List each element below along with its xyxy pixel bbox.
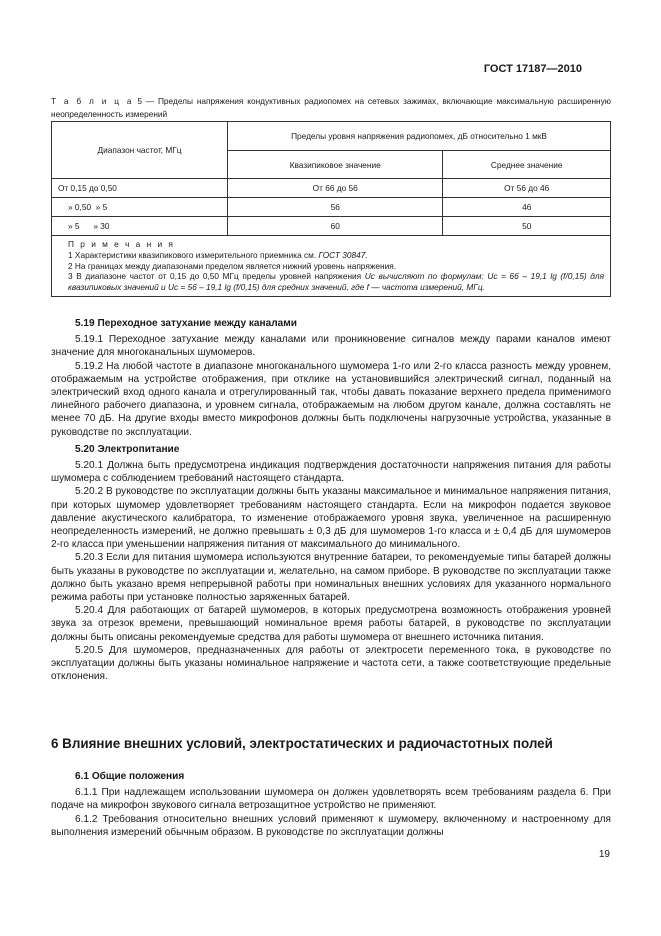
note-1-ref: ГОСТ 30847 xyxy=(318,249,366,260)
paragraph: 6.1.1 При надлежащем использовании шумомера он должен удовлетворять всем требованиям раздела 6. При подаче на микрофон звукового сигнала ветрозащитное устройство не применяют. xyxy=(51,787,611,812)
table-caption-label: Т а б л и ц а xyxy=(51,96,134,106)
paragraph: 6.1.2 Требования относительно внешних условий применяют к шумомеру, включенному и настроенному для выполнения измерений обычным образом. В руководстве по эксплуатации должны xyxy=(51,813,611,838)
table-caption-text: 5 — Пределы напряжения кондуктивных радиопомех на сетевых зажимах, включающие максимальную расширенную неопределенность измерений xyxy=(51,96,612,119)
chapter-6-title: 6 Влияние внешних условий, электростатических и радиочастотных полей xyxy=(51,736,553,751)
section-title: 5.19 Переходное затухание между каналами xyxy=(75,318,297,329)
col-qp-header: Квазипиковое значение xyxy=(228,151,443,179)
section-5-19 xyxy=(51,317,611,683)
notes-title: П р и м е ч а н и я xyxy=(68,239,175,249)
note-1-text: 1 Характеристики квазипикового измерительного приемника см. xyxy=(68,249,317,260)
col-avg-header: Среднее значение xyxy=(443,151,611,179)
col-limits-header: Пределы уровня напряжения радиопомех, дБ относительно 1 мкВ xyxy=(228,122,611,151)
note-2: 2 На границах между диапазонами пределом является нижний уровень напряжения. xyxy=(68,260,397,271)
paragraph: 5.19.2 На любой частоте в диапазоне многоканального шумомера 1-го или 2-го класса разность между уровнем, отображаемым на устройстве отображения, при отклике на установившийся электрический сигнал, поданный на электрический вход одного канала и отрегулированный так, чтобы давать показание верхнего предела применимого линейного рабочего диапазона, и уровнем сигнала, отображаемым на любом другом канале, должна составлять не менее 70 дБ. На другие входы вместо микрофонов должны быть подключены нагрузочные устройства, указанные в руководстве по эксплуатации. xyxy=(51,360,611,438)
voltage-limits-table xyxy=(51,121,611,297)
note-1: 1 Характеристики квазипикового измерительного приемника см. ГОСТ 30847. xyxy=(68,249,368,260)
section-6-1 xyxy=(51,770,611,839)
table-row xyxy=(52,217,611,236)
row-qp: 56 xyxy=(228,198,443,217)
row-avg: 46 xyxy=(443,198,611,217)
paragraph: 5.20.4 Для работающих от батарей шумомеров, в которых предусмотрена возможность отображения уровней звука за отрезок времени, превышающий номинальное время работы батарей, в руководстве по эксплуатации должны быть описаны рекомендуемые средства для работы шумомера от внешнего источника питания. xyxy=(51,605,611,643)
note-3-formula: Uc вычисляют по формулам: Uc = 66 – 19,1 lg (f/0,15) для квазипиковых значений и Uc = 56 – 19,1 lg (f/0,15) для средних значений, где f — частота измерений, МГц. xyxy=(68,271,604,293)
paragraph: 5.19.1 Переходное затухание между каналами или проникновение сигналов между парами каналов имеют значение для многоканальных шумомеров. xyxy=(51,334,611,359)
table-caption xyxy=(51,95,611,121)
row-range: От 0,15 до 0,50 xyxy=(52,179,228,198)
table-notes xyxy=(52,236,611,297)
row-qp: От 66 до 56 xyxy=(228,179,443,198)
row-avg: 50 xyxy=(443,217,611,236)
paragraph: 5.20.1 Должна быть предусмотрена индикация подтверждения достаточности напряжения питания для работы шумомера с соблюдением требований настоящего стандарта. xyxy=(51,460,611,485)
paragraph: 5.20.3 Если для питания шумомера используются внутренние батареи, то рекомендуемые типы батарей должны быть указаны в руководстве по эксплуатации и, желательно, на самом приборе. В руководстве по эксплуатации также должно быть указано время непрерывной работы при номинальных внешних условиях для указанного нормального режима работы при установке полностью заряженных батарей. xyxy=(51,552,611,604)
standard-number: ГОСТ 17187—2010 xyxy=(483,63,582,75)
row-qp: 60 xyxy=(228,217,443,236)
col-freq-header: Диапазон частот, МГц xyxy=(52,122,228,179)
note-3 xyxy=(68,271,604,293)
paragraph: 5.20.5 Для шумомеров, предназначенных для работы от электросети переменного тока, в руководстве по эксплуатации должны быть указаны номинальное напряжение и частота сети, а также соответствующие предельные отклонения. xyxy=(51,644,611,683)
table-row xyxy=(52,198,611,217)
row-range: » 5 » 30 xyxy=(52,217,228,236)
note-3-lead: 3 В диапазоне частот от 0,15 до 0,50 МГц пределы уровней напряжения xyxy=(68,271,362,282)
page-number: 19 xyxy=(598,849,610,860)
row-range: » 0,50 » 5 xyxy=(52,198,228,217)
paragraph: 5.20.2 В руководстве по эксплуатации должны быть указаны максимальное и минимальное напряжения питания, при которых шумомер удовлетворяет требованиям настоящего стандарта. Если на микрофон подается звуковое давление акустического калибратора, то изменение отображаемого уровня звука, увеличенное на расширенную неопределенность измерений, не должно превышать ± 0,3 дБ для шумомеров 1-го класса и ± 0,4 дБ для шумомеров 2-го класса при уменьшении напряжения питания от максимального до минимального. xyxy=(51,486,611,551)
section-title: 5.20 Электропитание xyxy=(75,443,180,455)
table-row xyxy=(52,179,611,198)
row-avg: От 56 до 46 xyxy=(443,179,611,198)
section-title: 6.1 Общие положения xyxy=(75,771,185,782)
